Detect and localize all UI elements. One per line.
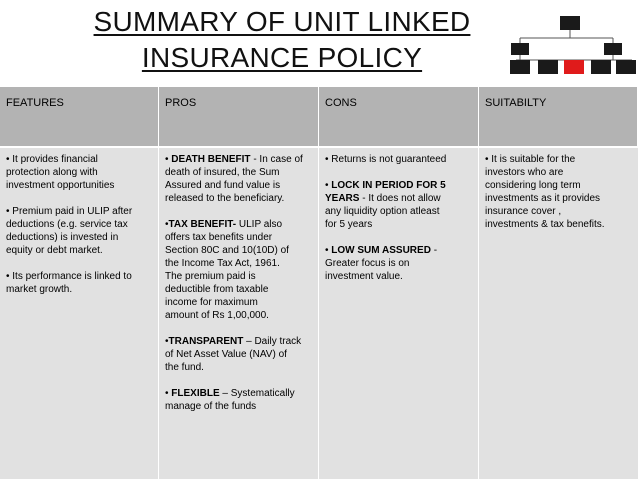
- pros-bullet: •: [165, 336, 169, 347]
- pros-bullet: •: [165, 154, 172, 165]
- header-suitability: SUITABILTY: [479, 87, 638, 148]
- features-item-3: • Its performance is linked to market growth.: [6, 271, 132, 295]
- header-pros: PROS: [159, 87, 319, 148]
- pros-item-heading: TAX BENEFIT-: [168, 219, 237, 230]
- org-leaf-box-2: [538, 60, 558, 74]
- cons-item-heading: LOW SUM ASSURED: [331, 245, 431, 256]
- cons-item-text: Returns is not guaranteed: [331, 154, 447, 165]
- pros-item-transparent: [165, 335, 312, 374]
- cons-item-lock-in: [325, 179, 472, 231]
- org-leaf-box-1: [510, 60, 530, 74]
- cons-bullet: •: [325, 154, 332, 165]
- org-right-box: [604, 43, 622, 55]
- suitability-item-1: • It is suitable for the investors who are considering long term investments as it provides insurance cover , investments & tax benefits.: [485, 154, 605, 230]
- org-leaf-box-4: [591, 60, 611, 74]
- summary-table: [0, 87, 638, 479]
- pros-item-flexible: [165, 387, 312, 413]
- pros-item-text: – Daily track of Net Asset Value (NAV) of the fund.: [165, 336, 302, 373]
- header-features: FEATURES: [0, 87, 159, 148]
- cons-cell: [319, 148, 479, 479]
- title-line-1: SUMMARY OF UNIT LINKED: [93, 6, 471, 37]
- org-chart-icon: [508, 8, 636, 78]
- features-item-1: • It provides financial protection along with investment opportunities: [6, 154, 115, 191]
- title-line-2: INSURANCE POLICY: [141, 42, 423, 73]
- pros-item-text: – Systematically manage of the funds: [165, 388, 295, 412]
- cons-item-heading: LOCK IN PERIOD FOR 5 YEARS: [325, 180, 446, 204]
- cons-item-returns: [325, 153, 472, 166]
- cons-bullet: •: [325, 245, 332, 256]
- pros-bullet: •: [165, 388, 172, 399]
- pros-bullet: •: [165, 219, 169, 230]
- pros-cell: [159, 148, 319, 479]
- page-title: [62, 4, 502, 76]
- cons-item-text: - It does not allow any liquidity option atleast for 5 years: [325, 193, 441, 230]
- cons-bullet: •: [325, 180, 332, 191]
- pros-item-heading: FLEXIBLE: [171, 388, 220, 399]
- pros-item-text: - In case of death of insured, the Sum Assured and fund value is released to the beneficiary.: [165, 154, 303, 204]
- features-item-2: • Premium paid in ULIP after deductions (e.g. service tax deductions) is invested in equity or debt market.: [6, 206, 133, 256]
- suitability-cell: [479, 148, 638, 479]
- pros-item-tax-benefit: [165, 218, 312, 322]
- pros-item-heading: DEATH BENEFIT: [171, 154, 251, 165]
- cons-item-low-sum: [325, 244, 472, 283]
- pros-item-text: ULIP also offers tax benefits under Section 80C and 10(10D) of the Income Tax Act, 1961. The premium paid is deductible from taxable income for maximum amount of Rs 1,00,000.: [165, 219, 289, 321]
- features-cell: [0, 148, 159, 479]
- pros-item-death-benefit: [165, 153, 312, 205]
- org-root-box: [560, 16, 580, 30]
- org-leaf-box-3: [564, 60, 584, 74]
- pros-item-heading: TRANSPARENT: [168, 336, 244, 347]
- org-left-box: [511, 43, 529, 55]
- org-leaf-box-5: [616, 60, 636, 74]
- cons-item-text: - Greater focus is on investment value.: [325, 245, 438, 282]
- header-cons: CONS: [319, 87, 479, 148]
